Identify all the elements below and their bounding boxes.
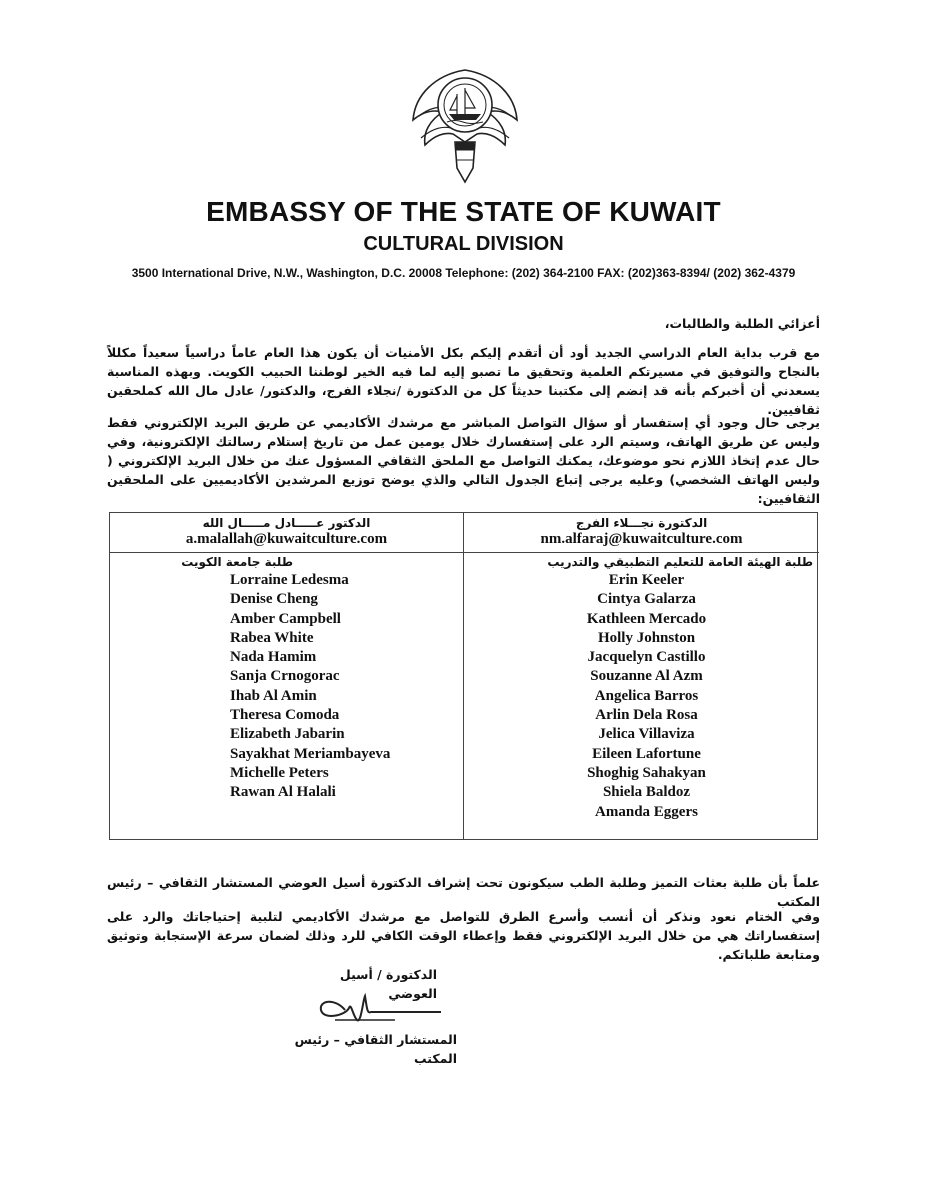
- attache-name: الدكتورة نجـــلاء الفرج: [575, 516, 708, 530]
- advisor-table: [109, 512, 818, 840]
- student-group-title: طلبة الهيئة العامة للتعليم التطبيقي والتدريب: [547, 555, 813, 569]
- embassy-address: 3500 International Drive, N.W., Washington, D.C. 20008 Telephone: (202) 364-2100 FAX: (202)363-8394/ (202) 362-4379: [131, 266, 796, 280]
- student-name: Angelica Barros: [594, 687, 699, 704]
- student-name: Holly Johnston: [597, 629, 696, 646]
- signatory-name: الدكتورة / أسيل العوضي: [339, 967, 437, 1001]
- student-name: Lorraine Ledesma: [230, 572, 349, 588]
- student-name: Souzanne Al Azm: [590, 668, 703, 685]
- column-header: [464, 515, 819, 553]
- student-name: Arlin Dela Rosa: [595, 707, 698, 724]
- student-name: Jelica Villaviza: [598, 726, 695, 743]
- division-subtitle: CULTURAL DIVISION: [363, 233, 564, 255]
- student-name: Shoghig Sahakyan: [587, 764, 706, 781]
- student-name: Denise Cheng: [230, 591, 318, 608]
- attache-email: nm.alfaraj@kuwaitculture.com: [540, 531, 743, 547]
- student-name: Nada Hamim: [230, 649, 317, 666]
- paragraph-intro: مع قرب بداية العام الدراسي الجديد أود أن أتقدم إليكم بكل الأمنيات أن يكون هذا العام عاماً دراسياً سعيداً مكللاً بالنجاح والتوفيق في مسيرتكم العلمية وتحقيق ما تصبو إليه لما فيه الخير لوطننا الحبيب الكويت. وبهذه المناسبة يسعدني أن أخبركم بأنه قد إنضم إلى مكتبنا حديثاً كل من الدكتورة /نجلاء الفرج، والدكتور/ عادل مال الله كملحقين ثقافيين.: [107, 345, 820, 417]
- student-name: Eileen Lafortune: [592, 745, 701, 762]
- paragraph-contact: يرجى حال وجود أي إستفسار أو سؤال التواصل المباشر مع مرشدك الأكاديمي عن طريق البريد الإلكتروني فقط وليس عن طريق الهاتف، وسيتم الرد على إستفسارك خلال يومين عمل من تاريخ إستلام رسالتك الإلكترونية، وفي حال عدم إتخاذ اللازم نحو موضوعك، يمكنك التواصل مع الملحق الثقافي المسؤول عنك من خلال البريد الإلكتروني ( وليس الهاتف الشخصي) وعليه يرجى إتباع الجدول التالي والذي يوضح توزيع المرشدين الأكاديميين على الملحقين الثقافيين:: [107, 415, 820, 506]
- embassy-title: EMBASSY OF THE STATE OF KUWAIT: [206, 196, 721, 227]
- student-name: Erin Keeler: [608, 572, 685, 588]
- handwritten-signature-icon: [305, 990, 445, 1026]
- student-name: Sayakhat Meriambayeva: [230, 745, 391, 762]
- paragraph-note: علماً بأن طلبة بعثات التميز وطلبة الطب سيكونون تحت إشراف الدكتورة أسيل العوضي المستشار الثقافي – رئيس المكتب: [107, 875, 820, 909]
- student-name: Sanja Crnogorac: [230, 668, 340, 685]
- greeting: أعزائي الطلبة والطالبات،: [664, 316, 820, 331]
- student-name: Amanda Eggers: [595, 803, 698, 820]
- student-list: [464, 571, 819, 822]
- column-header: [110, 515, 463, 553]
- student-name: Ihab Al Amin: [230, 687, 317, 704]
- student-name: Elizabeth Jabarin: [230, 726, 345, 743]
- student-name: Shiela Baldoz: [602, 784, 691, 801]
- student-name: Michelle Peters: [230, 764, 329, 781]
- student-name: Rabea White: [230, 629, 314, 646]
- student-name: Theresa Comoda: [230, 707, 340, 724]
- table-column-malallah: [110, 513, 464, 839]
- student-name: Rawan Al Halali: [230, 784, 336, 801]
- student-name: Jacquelyn Castillo: [587, 649, 706, 666]
- student-group-title: طلبة جامعة الكويت: [181, 555, 293, 569]
- table-column-alfaraj: [464, 513, 819, 839]
- student-name: Kathleen Mercado: [586, 610, 707, 627]
- attache-name: الدكتور عـــــادل مـــــال الله: [202, 516, 371, 530]
- paragraph-closing: وفي الختام نعود ونذكر أن أنسب وأسرع الطرق للتواصل مع مرشدك الأكاديمي لتلبية إحتياجاتك والرد على إستفساراتك هي من خلال البريد الإلكتروني فقط وإعطاء الوقت الكافي للرد وذلك لضمان سرعة الإستجابة وتوثيق ومتابعة طلباتكم.: [107, 909, 820, 962]
- student-list: [110, 571, 463, 803]
- signatory-title: المستشار الثقافي – رئيس المكتب: [294, 1032, 457, 1066]
- student-name: Amber Campbell: [230, 610, 341, 627]
- attache-email: a.malallah@kuwaitculture.com: [185, 531, 388, 547]
- kuwait-emblem-icon: [405, 50, 525, 190]
- student-name: Cintya Galarza: [597, 591, 696, 608]
